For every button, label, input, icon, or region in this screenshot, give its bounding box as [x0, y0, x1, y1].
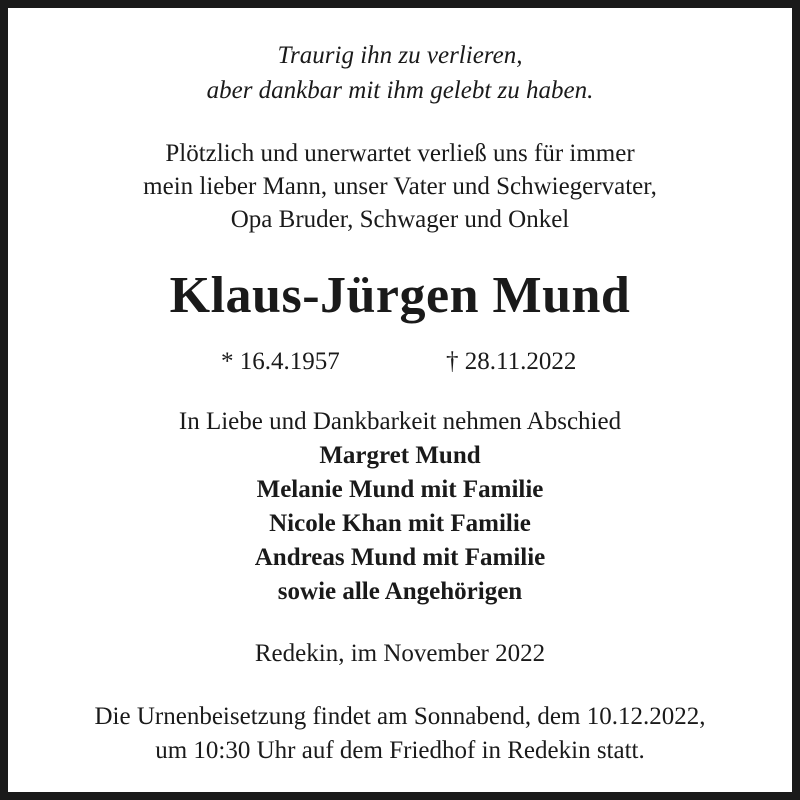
mourner-1: Margret Mund [319, 442, 481, 469]
farewell-line: In Liebe und Dankbarkeit nehmen Abschied [178, 408, 622, 435]
funeral-note-line-1: Die Urnenbeisetzung findet am Sonnabend, dem 10.12.2022, [94, 703, 706, 730]
motto-line-2: aber dankbar mit ihm gelebt zu haben. [206, 77, 594, 104]
intro-line-3: Opa Bruder, Schwager und Onkel [230, 206, 570, 233]
motto-line-1: Traurig ihn zu verlieren, [277, 42, 523, 69]
mourner-2: Melanie Mund mit Familie [256, 476, 544, 503]
deceased-name: Klaus-Jürgen Mund [169, 267, 631, 324]
mourner-4: Andreas Mund mit Familie [254, 544, 546, 571]
birth-date: * 16.4.1957 [221, 348, 340, 375]
intro-line-2: mein lieber Mann, unser Vater und Schwiegervater, [143, 173, 657, 200]
place-date: Redekin, im November 2022 [254, 640, 546, 667]
mourner-3: Nicole Khan mit Familie [269, 510, 531, 537]
obituary-content [16, 16, 784, 784]
funeral-note-line-2: um 10:30 Uhr auf dem Friedhof in Redekin statt. [155, 737, 645, 764]
mourner-5: sowie alle Angehörigen [277, 578, 523, 605]
life-dates [16, 346, 784, 378]
death-date: † 28.11.2022 [446, 348, 577, 375]
intro-line-1: Plötzlich und unerwartet verließ uns für immer [165, 140, 635, 167]
